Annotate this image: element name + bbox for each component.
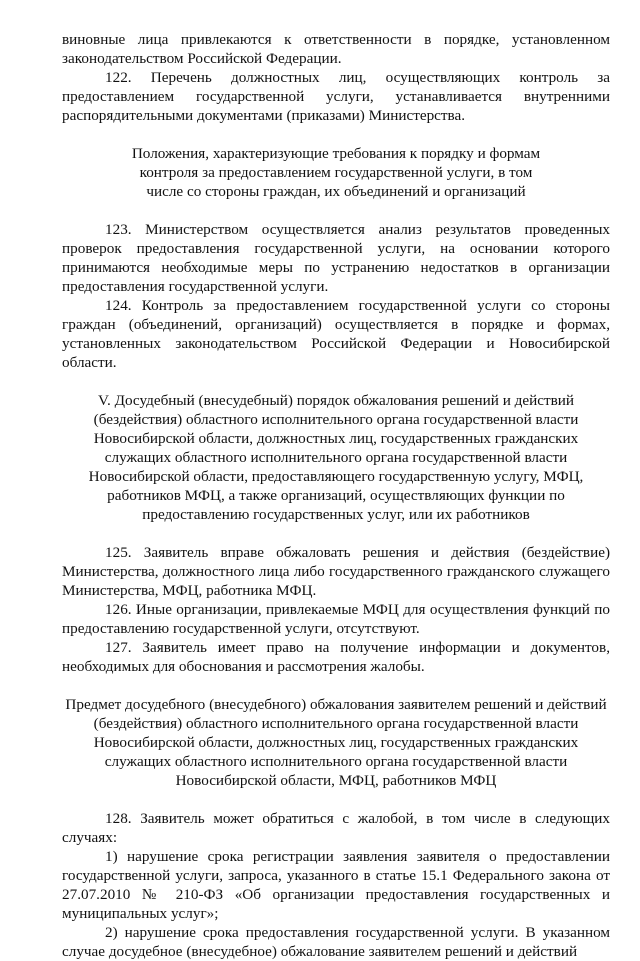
- section-heading-appeal-subject: [62, 695, 610, 790]
- heading-line: Новосибирской области, должностных лиц, государственных гражданских: [93, 430, 579, 447]
- heading-line: Новосибирской области, предоставляющего государственную услугу, МФЦ,: [88, 468, 584, 485]
- heading-line: Новосибирской области, должностных лиц, государственных гражданских: [93, 734, 579, 751]
- section-heading-pretrial-appeal: [62, 391, 610, 524]
- heading-line: Новосибирской области, МФЦ, работников МФЦ: [175, 772, 497, 789]
- document-page: [62, 30, 610, 961]
- heading-line: Положения, характеризующие требования к порядку и формам: [131, 145, 541, 162]
- spacer: [62, 125, 610, 144]
- spacer: [62, 372, 610, 391]
- heading-line: числе со стороны граждан, их объединений и организаций: [146, 183, 526, 200]
- heading-line: контроля за предоставлением государственной услуги, в том: [139, 164, 533, 181]
- paragraph-127: 127. Заявитель имеет право на получение информации и документов, необходимых для обоснования и рассмотрения жалобы.: [62, 639, 610, 675]
- paragraph-128-item-2: 2) нарушение срока предоставления государственной услуги. В указанном случае досудебное (внесудебное) обжалование заявителем решений и действий: [62, 924, 610, 960]
- paragraph-125: 125. Заявитель вправе обжаловать решения и действия (бездействие) Министерства, должностного лица либо государственного гражданского служащего Министерства, МФЦ, работника МФЦ.: [62, 544, 610, 599]
- heading-line: V. Досудебный (внесудебный) порядок обжалования решений и действий: [97, 392, 575, 409]
- paragraph-128-item-1: 1) нарушение срока регистрации заявления заявителя о предоставлении государственной услуги, запроса, указанного в статье 15.1 Федерального закона от 27.07.2010 № 210-ФЗ «Об организации предоставления государственных и муниципальных услуг»;: [62, 848, 610, 922]
- heading-line: (бездействия) областного исполнительного органа государственной власти: [93, 715, 579, 732]
- paragraph-126: 126. Иные организации, привлекаемые МФЦ для осуществления функций по предоставлению государственной услуги, отсутствуют.: [62, 601, 610, 637]
- paragraph-intro: виновные лица привлекаются к ответственности в порядке, установленном законодательством Российской Федерации.: [62, 31, 610, 67]
- paragraph-128: 128. Заявитель может обратиться с жалобой, в том числе в следующих случаях:: [62, 810, 610, 846]
- paragraph-122: 122. Перечень должностных лиц, осуществляющих контроль за предоставлением государственной услуги, устанавливается внутренними распорядительными документами (приказами) Министерства.: [62, 69, 610, 124]
- heading-line: служащих областного исполнительного органа государственной власти: [104, 753, 568, 770]
- heading-line: (бездействия) областного исполнительного органа государственной власти: [93, 411, 579, 428]
- heading-line: Предмет досудебного (внесудебного) обжалования заявителем решений и действий: [65, 696, 607, 713]
- heading-line: служащих областного исполнительного органа государственной власти: [104, 449, 568, 466]
- paragraph-123: 123. Министерством осуществляется анализ результатов проведенных проверок предоставления государственной услуги, на основании которого принимаются необходимые меры по устранению недостатков в организации предоставления государственной услуги.: [62, 221, 610, 295]
- paragraph-124: 124. Контроль за предоставлением государственной услуги со стороны граждан (объединений, организаций) осуществляется в порядке и формах, установленных законодательством Российской Федерации и Новосибирской области.: [62, 297, 610, 371]
- heading-line: работников МФЦ, а также организаций, осуществляющих функции по: [107, 487, 565, 504]
- section-heading-control-requirements: [62, 144, 610, 201]
- spacer: [62, 790, 610, 809]
- spacer: [62, 524, 610, 543]
- heading-line: предоставлению государственных услуг, или их работников: [142, 506, 530, 523]
- spacer: [62, 201, 610, 220]
- spacer: [62, 676, 610, 695]
